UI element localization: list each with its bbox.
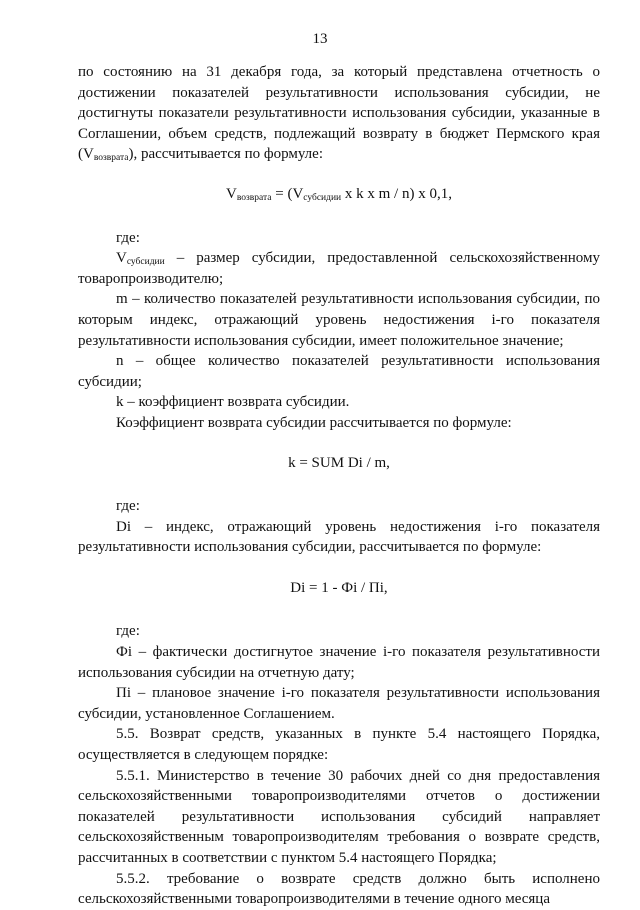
document-body: [78, 62, 600, 910]
paragraph-intro-text-2: ), рассчитывается по формуле:: [128, 146, 323, 163]
paragraph-5-5-2: 5.5.2. требование о возврате средств должно быть исполнено сельскохозяйственными товаропроизводителями в течение одного месяца: [78, 870, 600, 908]
where-label-2: где:: [116, 498, 140, 515]
definition-v-symbol: V: [116, 250, 127, 267]
formula-v-symbol: V: [226, 185, 237, 202]
where-label-1: где:: [116, 229, 140, 246]
paragraph-5-5-1: 5.5.1. Министерство в течение 30 рабочих дней со дня предоставления сельскохозяйственными товаропроизводителями отчетов о достижении показателей результативности использования субсидий направляет сельскохозяйственным товаропроизводителям требования о возврате средств, рассчитанных в соответствии с пунктом 5.4 настоящего Порядка;: [78, 767, 600, 866]
page-number: 13: [312, 31, 328, 47]
definition-v-subscript: субсидии: [126, 257, 165, 268]
formula-equals: = (V: [271, 185, 304, 202]
formula-rest: x k x m / n) x 0,1,: [341, 185, 452, 202]
definition-m: m – количество показателей результативности использования субсидии, по которым индекс, отражающий уровень недостижения i-го показателя результативности использования субсидии, имеет положительное значение;: [78, 291, 600, 349]
paragraph-intro: [78, 62, 600, 165]
definition-pi: Пi – плановое значение i-го показателя результативности использования субсидии, установленное Соглашением.: [78, 685, 600, 722]
definition-di: Di – индекс, отражающий уровень недостижения i-го показателя результативности использования субсидии, рассчитывается по формуле:: [78, 518, 600, 556]
formula-sub-vozvrata: возврата: [236, 192, 272, 203]
paragraph-5-5: 5.5. Возврат средств, указанных в пункте 5.4 настоящего Порядка, осуществляется в следующем порядке:: [78, 726, 600, 764]
paragraph-intro-text-1: по состоянию на 31 декабря года, за который представлена отчетность о достижении показателей результативности использования субсидии, не достигнуты показатели результативности использования субсидии, указанные в Соглашении, объем средств, подлежащий возврату в бюджет Пермского края (V: [78, 64, 600, 163]
subscript-vozvrata: возврата: [93, 153, 129, 164]
formula-di: Di = 1 - Фi / Пi,: [290, 579, 388, 596]
definition-v-subsidii: [78, 248, 600, 289]
formula-sub-subsidii: субсидии: [303, 192, 342, 203]
formula-k: k = SUM Di / m,: [288, 454, 390, 471]
definition-k: k – коэффициент возврата субсидии.: [116, 394, 350, 411]
definition-v-text: – размер субсидии, предоставленной сельскохозяйственному товаропроизводителю;: [78, 250, 600, 287]
k-formula-intro: Коэффициент возврата субсидии рассчитывается по формуле:: [116, 414, 512, 431]
definition-n: n – общее количество показателей результативности использования субсидии;: [78, 353, 600, 390]
definition-fi: Фi – фактически достигнутое значение i-го показателя результативности использования субсидии на отчетную дату;: [78, 644, 600, 681]
where-label-3: где:: [116, 623, 140, 640]
formula-v-return: [78, 184, 600, 205]
